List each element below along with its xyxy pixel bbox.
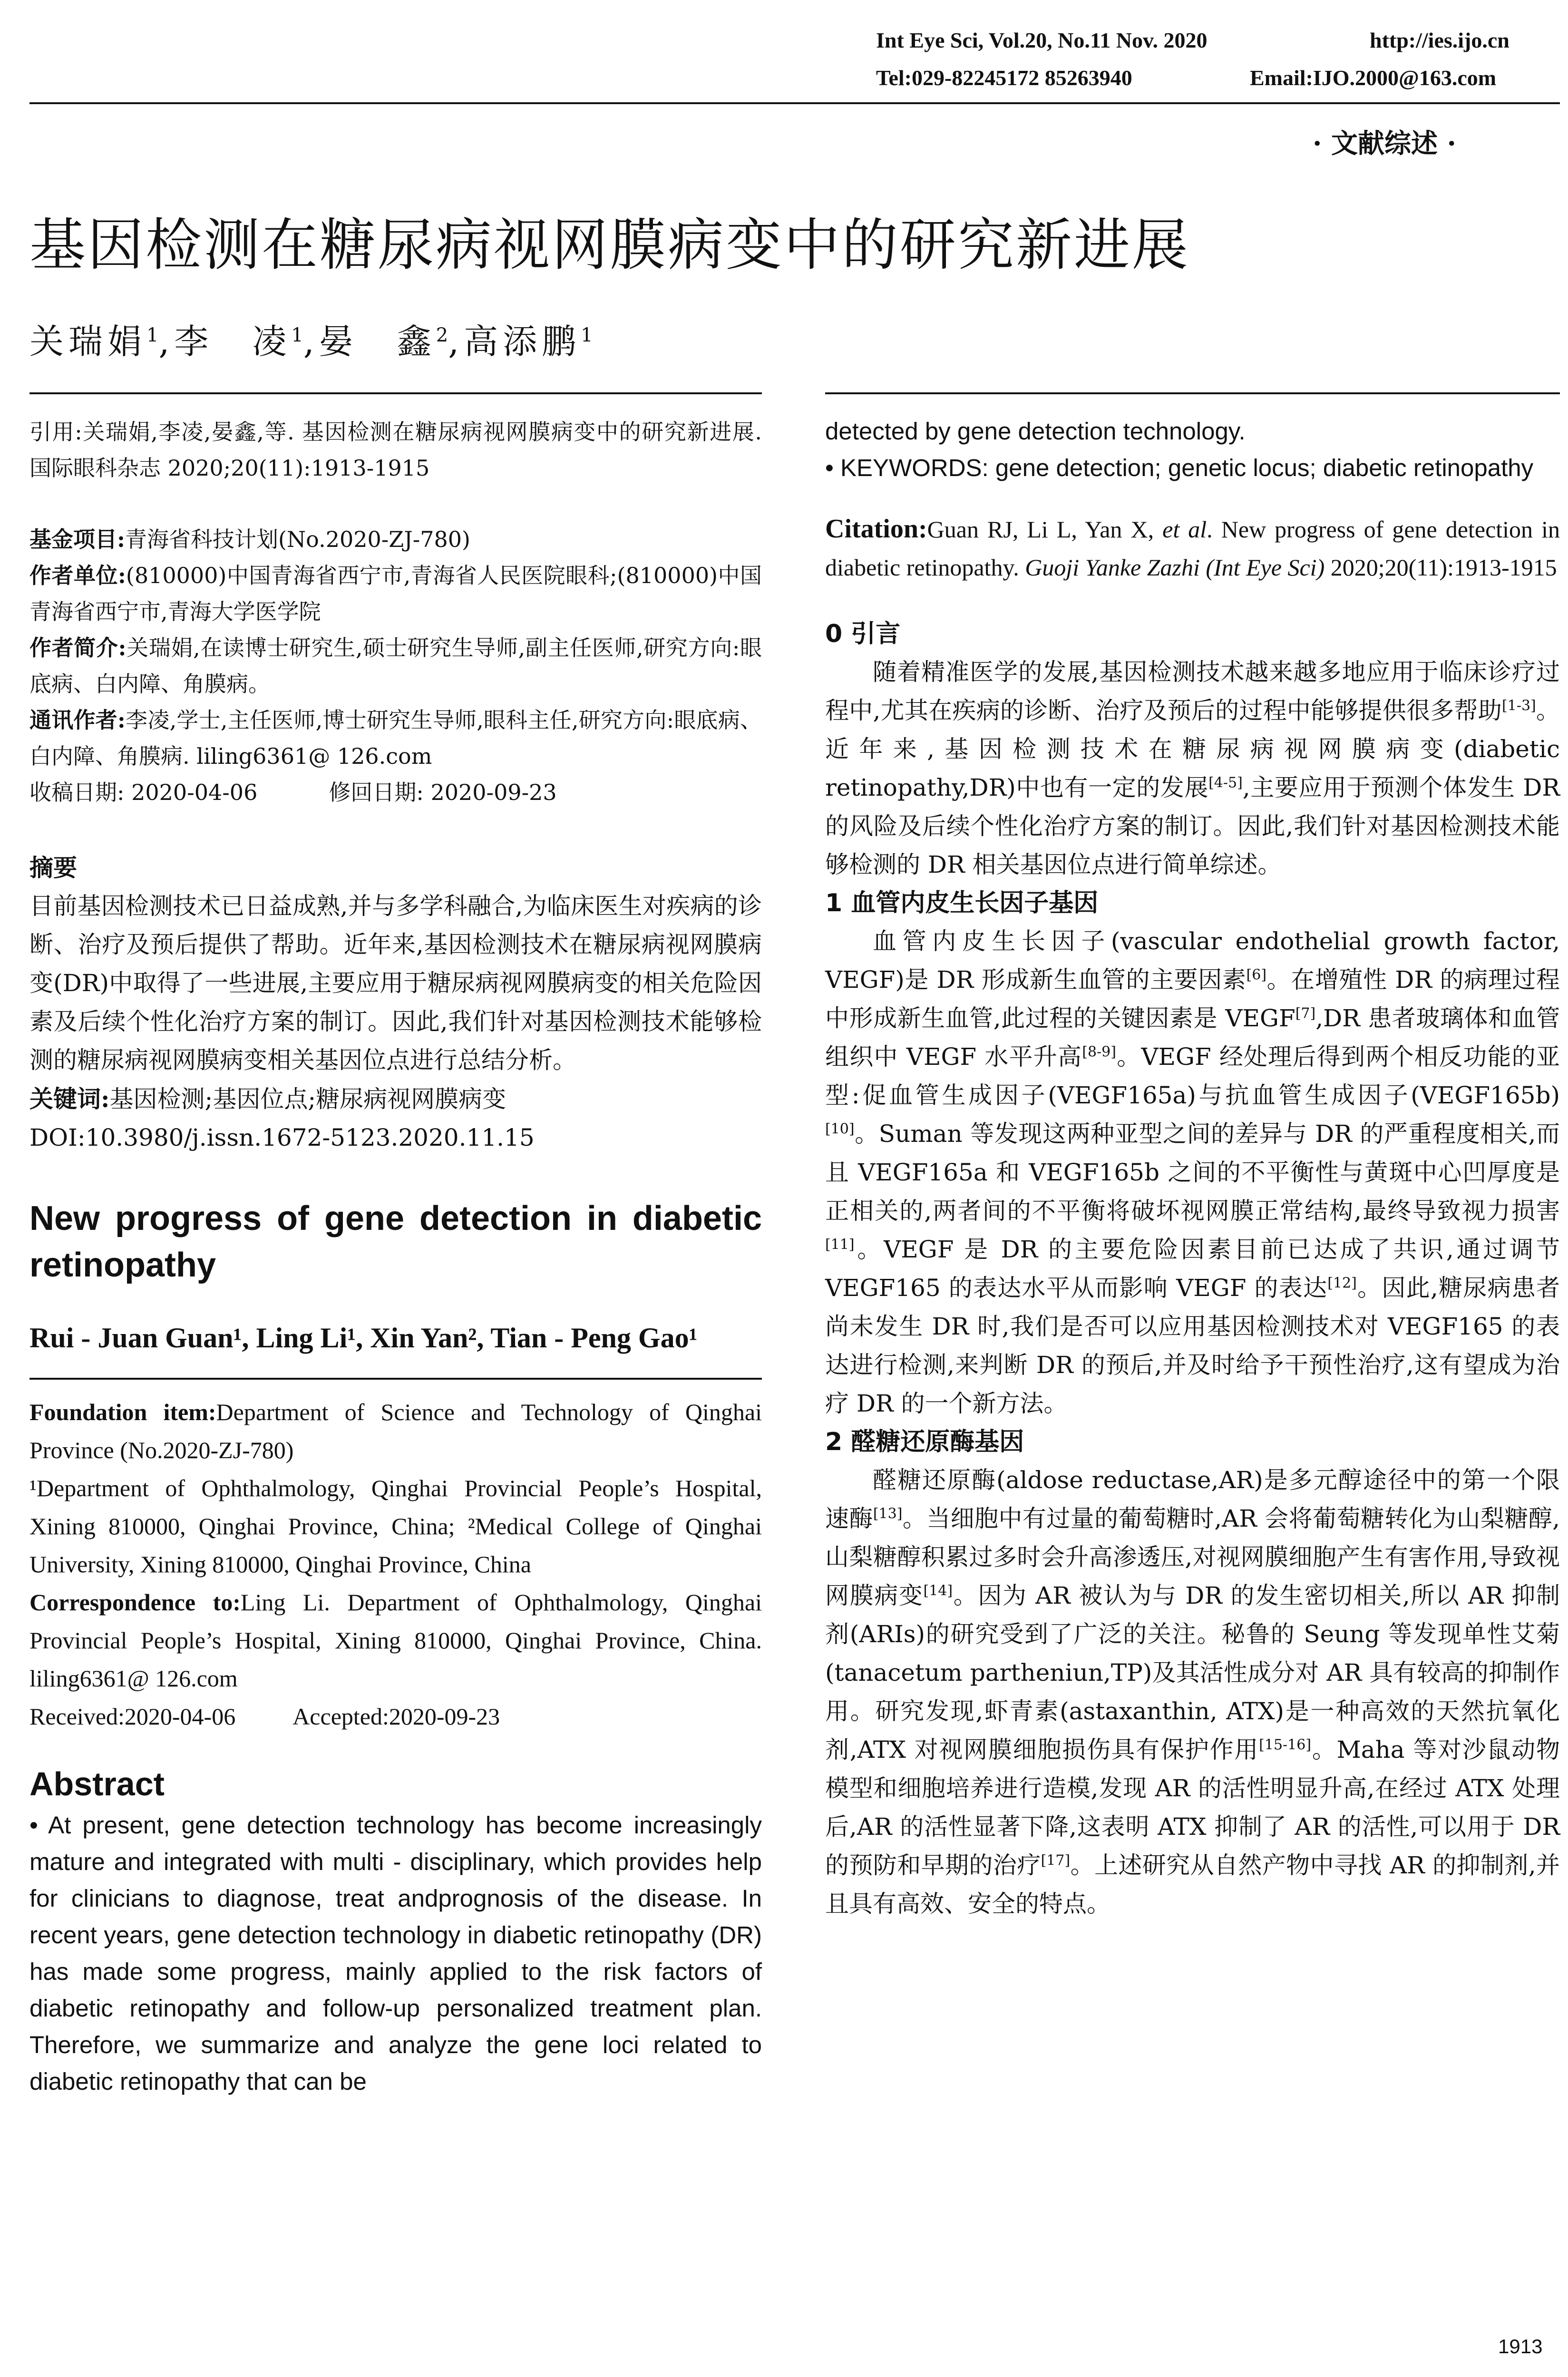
fund-text: 青海省科技计划(No.2020-ZJ-780) (125, 526, 470, 552)
english-meta (29, 1393, 762, 1735)
section-label: · 文献综述 · (1313, 128, 1456, 159)
foundation-label: Foundation item: (29, 1399, 216, 1425)
author-affiliation-mark: 1 (581, 324, 593, 346)
citation-en-volume: 2020;20(11):1913-1915 (1325, 554, 1557, 581)
citation-ref[interactable]: [17] (1041, 1852, 1071, 1869)
journal-url[interactable]: http://ies.ijo.cn (1370, 28, 1510, 52)
abstract-en-cont-text: detected by gene detection technology. (825, 418, 1246, 445)
citation-ref[interactable]: [11] (825, 1236, 855, 1253)
received-zh: 收稿日期: 2020-04-06 (29, 779, 258, 805)
paragraph-vegf: 血管内皮生长因子(vascular endothelial growth factor, VEGF)是 DR 形成新生血管的主要因素[6]。在增殖性 DR 的病理过程中形成新生血管,此过程的关键因素是 VEGF[7],DR 患者玻璃体和血管组织中 VEGF 水平升高[8-9]。VEGF 经处理后得到两个相反功能的亚型:促血管生成因子(VEGF165a)与抗血管生成因子(VEGF165b)[10]。Suman 等发现这两种亚型之间的差异与 DR 的严重程度相关,而且 VEGF165a 和 VEGF165b 之间的不平衡性与黄斑中心凹厚度是正相关的,两者间的不平衡将破坏视网膜正常结构,最终导致视力损害[11]。VEGF 是 DR 的主要危险因素目前已达成了共识,通过调节 VEGF165 的表达水平从而影响 VEGF 的表达[12]。因此,糖尿病患者尚未发生 DR 时,我们是否可以应用基因检测技术对 VEGF165 的表达进行检测,来判断 DR 的预后,并及时给予干预性治疗,这有望成为治疗 DR 的一个新方法。 (825, 927, 1560, 1417)
accepted-en: Accepted:2020-09-23 (292, 1703, 500, 1730)
bio-text: 关瑞娟,在读博士研究生,硕士研究生导师,副主任医师,研究方向:眼底病、白内障、角膜病。 (29, 635, 762, 697)
received-en: Received:2020-04-06 (29, 1703, 236, 1730)
fund-label: 基金项目: (29, 526, 125, 552)
citation-ref[interactable]: [8-9] (1082, 1043, 1116, 1061)
citation-en-etal: et al (1162, 516, 1207, 543)
citation-ref[interactable]: [15-16] (1259, 1736, 1312, 1754)
left-column-rule (29, 392, 762, 394)
correspondence-label: Correspondence to: (29, 1589, 241, 1616)
doi[interactable]: DOI:10.3980/j.issn.1672-5123.2020.11.15 (29, 1124, 535, 1151)
author-name: 关瑞娟 (29, 321, 147, 361)
abstract-zh-text: 目前基因检测技术已日益成熟,并与多学科融合,为临床医生对疾病的诊断、治疗及预后提供了帮助。近年来,基因检测技术在糖尿病视网膜病变(DR)中取得了一些进展,主要应用于糖尿病视网膜病变的相关危险因素及后续个性化治疗方案的制订。因此,我们针对基因检测技术能够检测的糖尿病视网膜病变相关基因位点进行总结分析。 (29, 892, 762, 1074)
page-number: 1913 (1498, 2335, 1543, 2358)
english-meta-rule (29, 1378, 762, 1380)
citation-en-authors: Guan RJ, Li L, Yan X, (927, 516, 1163, 543)
revised-zh: 修回日期: 2020-09-23 (329, 779, 557, 805)
page-title: 基因检测在糖尿病视网膜病变中的研究新进展 (29, 212, 1190, 278)
keywords-en: • KEYWORDS: gene detection; genetic locus; diabetic retinopathy (825, 454, 1534, 481)
author-name: 晏 鑫 (319, 321, 436, 361)
english-title: New progress of gene detection in diabetic retinopathy (29, 1199, 762, 1284)
citation-en (825, 510, 1560, 586)
author-affiliation-mark: 1 (291, 324, 303, 346)
correspondence-text: Ling Li. Department of Ophthalmology, Qinghai Provincial People’s Hospital, Xining 810000, Qinghai Province, China. liling6361@ 126.com (29, 1589, 762, 1692)
author-affiliation-mark: 2 (436, 324, 448, 346)
unit-text: (810000)中国青海省西宁市,青海省人民医院眼科;(810000)中国青海省西宁市,青海大学医学院 (29, 563, 762, 624)
journal-email[interactable]: Email:IJO.2000@163.com (1250, 66, 1497, 90)
heading-aldose-reductase: 2 醛糖还原酶基因 (825, 1428, 1024, 1456)
journal-tel: Tel:029-82245172 85263940 (876, 66, 1132, 90)
abstract-en-heading: Abstract (29, 1765, 165, 1802)
abstract-zh-heading: 摘要 (29, 854, 77, 882)
citation-ref[interactable]: [7] (1295, 1005, 1316, 1022)
abstract-en-text: • At present, gene detection technology has become increasingly mature and integrated with multi - disciplinary, which provides help for clinicians to diagnose, treat andprognosis of the disease. In recent years, gene detection technology in diabetic retinopathy (DR) has made some progress, mainly applied to the risk factors of diabetic retinopathy and follow-up personalized treatment plan. Therefore, we summarize and analyze the gene loci related to diabetic retinopathy that can be (29, 1812, 762, 2095)
abstract-zh (29, 848, 762, 1157)
affiliations: ¹Department of Ophthalmology, Qinghai Provincial People’s Hospital, Xining 810000, Qinghai Province, China; ²Medical College of Qinghai University, Xining 810000, Qinghai Province, China (29, 1475, 762, 1578)
corr-text: 李凌,学士,主任医师,博士研究生导师,眼科主任,研究方向:眼底病、白内障、角膜病. liling6361@ 126.com (29, 707, 762, 769)
corr-label: 通讯作者: (29, 707, 126, 733)
citation-ref[interactable]: [13] (873, 1505, 903, 1522)
author-name: 李 凌 (174, 321, 292, 361)
citation-en-title: . New progress of gene detection in diabetic retinopathy. (825, 516, 1560, 581)
paragraph-introduction: 随着精准医学的发展,基因检测技术越来越多地应用于临床诊疗过程中,尤其在疾病的诊断、治疗及预后的过程中能够提供很多帮助[1-3]。近年来,基因检测技术在糖尿病视网膜病变(diabetic retinopathy,DR)中也有一定的发展[4-5],主要应用于预测个体发生 DR 的风险及后续个性化治疗方案的制订。因此,我们针对基因检测技术能够检测的 DR 相关基因位点进行简单综述。 (825, 658, 1560, 878)
citation-en-label: Citation: (825, 514, 927, 544)
citation-zh: 引用:关瑞娟,李凌,晏鑫,等. 基因检测在糖尿病视网膜病变中的研究新进展. 国际眼科杂志 2020;20(11):1913-1915 (29, 419, 762, 481)
english-authors: Rui - Juan Guan¹, Ling Li¹, Xin Yan², Tian - Peng Gao¹ (29, 1322, 698, 1354)
abstract-en-continuation (825, 413, 1560, 486)
right-column (825, 413, 1560, 1923)
unit-label: 作者单位: (29, 563, 126, 588)
left-column (29, 414, 762, 2100)
citation-ref[interactable]: [1-3] (1502, 697, 1536, 714)
author-name: 高添鹏 (464, 321, 581, 361)
author-line: 关瑞娟$^1$,李 凌$^1$,晏 鑫$^2$,高添鹏$^1$ (29, 321, 593, 361)
keywords-zh-label: 关键词: (29, 1085, 110, 1113)
citation-ref[interactable]: [14] (923, 1582, 953, 1599)
author-affiliation-mark: 1 (146, 324, 159, 346)
citation-ref[interactable]: [6] (1246, 966, 1267, 984)
header-rule (29, 102, 1560, 104)
keywords-zh-text: 基因检测;基因位点;糖尿病视网膜病变 (109, 1085, 506, 1113)
citation-ref[interactable]: [12] (1327, 1275, 1357, 1292)
citation-en-journal: Guoji Yanke Zazhi (Int Eye Sci) (1025, 554, 1325, 581)
citation-ref[interactable]: [4-5] (1208, 774, 1243, 791)
heading-introduction: 0 引言 (825, 620, 901, 648)
foundation-text: Department of Science and Technology of Qinghai Province (No.2020-ZJ-780) (29, 1399, 762, 1463)
paragraph-aldose-reductase: 醛糖还原酶(aldose reductase,AR)是多元醇途径中的第一个限速酶[13]。当细胞中有过量的葡萄糖时,AR 会将葡萄糖转化为山梨糖醇,山梨糖醇积累过多时会升高渗透压,对视网膜细胞产生有害作用,导致视网膜病变[14]。因为 AR 被认为与 DR 的发生密切相关,所以 AR 抑制剂(ARIs)的研究受到了广泛的关注。秘鲁的 Seung 等发现单性艾菊(tanacetum partheniun,TP)及其活性成分对 AR 具有较高的抑制作用。研究发现,虾青素(astaxanthin, ATX)是一种高效的天然抗氧化剂,ATX 对视网膜细胞损伤具有保护作用[15-16]。Maha 等对沙鼠动物模型和细胞培养进行造模,发现 AR 的活性明显升高,在经过 ATX 处理后,AR 的活性显著下降,这表明 ATX 抑制了 AR 的活性,可以用于 DR 的预防和早期的治疗[17]。上述研究从自然产物中寻找 AR 的抑制剂,并且具有高效、安全的特点。 (825, 1466, 1560, 1918)
citation-ref[interactable]: [10] (825, 1120, 855, 1138)
right-column-rule (825, 392, 1560, 394)
bio-label: 作者简介: (29, 635, 127, 661)
heading-vegf: 1 血管内皮生长因子基因 (825, 889, 1099, 917)
fund-block (29, 521, 762, 810)
journal-volume-line: Int Eye Sci, Vol.20, No.11 Nov. 2020 (876, 28, 1208, 52)
